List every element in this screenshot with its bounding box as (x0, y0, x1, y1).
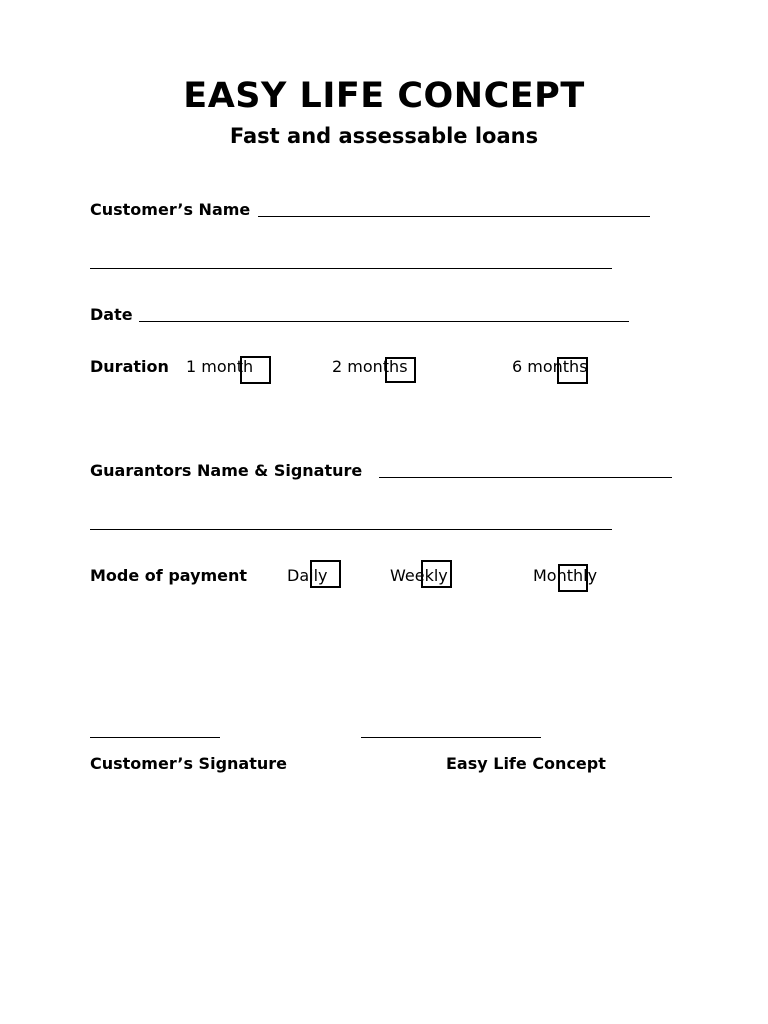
duration-option-1-month-label: 1 month (186, 357, 254, 376)
customer-signature-line[interactable] (90, 737, 220, 738)
customer-name-label: Customer’s Name (90, 200, 251, 219)
payment-weekly-checkbox[interactable] (421, 560, 452, 588)
guarantor-label: Guarantors Name & Signature (90, 461, 363, 480)
date-field[interactable] (139, 321, 629, 322)
payment-option-daily-label: Daily (287, 566, 328, 585)
duration-6-months-checkbox[interactable] (557, 357, 588, 384)
company-signature-line[interactable] (361, 737, 541, 738)
customer-name-continuation-field[interactable] (90, 268, 612, 269)
duration-1-month-checkbox[interactable] (240, 356, 271, 384)
guarantor-field[interactable] (379, 477, 672, 478)
date-label: Date (90, 305, 133, 324)
duration-option-2-months-label: 2 months (332, 357, 408, 376)
payment-monthly-checkbox[interactable] (558, 564, 588, 592)
duration-option-6-months-label: 6 months (512, 357, 588, 376)
company-signature-label: Easy Life Concept (446, 754, 606, 773)
customer-name-field[interactable] (258, 216, 650, 217)
payment-daily-checkbox[interactable] (310, 560, 341, 588)
customer-signature-label: Customer’s Signature (90, 754, 287, 773)
payment-mode-label: Mode of payment (90, 566, 248, 585)
page-subtitle: Fast and assessable loans (229, 124, 539, 148)
payment-option-monthly-label: Monthly (533, 566, 598, 585)
duration-label: Duration (90, 357, 169, 376)
payment-option-weekly-label: Weekly (390, 566, 448, 585)
page-title: EASY LIFE CONCEPT (183, 76, 585, 116)
duration-2-months-checkbox[interactable] (385, 357, 416, 383)
guarantor-continuation-field[interactable] (90, 529, 612, 530)
